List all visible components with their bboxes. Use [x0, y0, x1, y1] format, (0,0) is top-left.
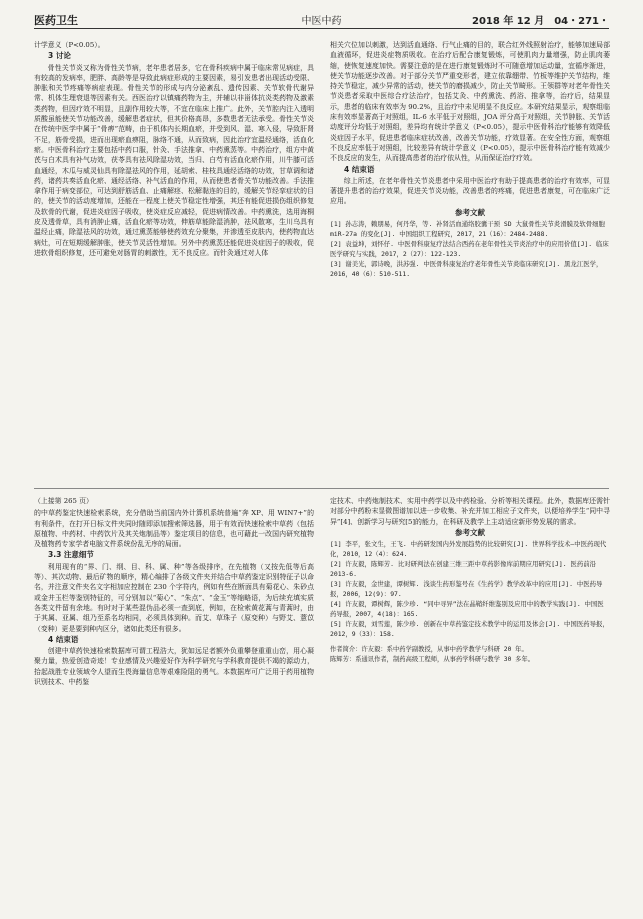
- article-paragraph: 的中草药鉴定快速检索系统，充分借助当前国内外计算机系统普遍“奔 XP、用 WIN7+”的有利条件，在打开日标文件夹同时随即添加搜索筛选器，用于有效而快速检索中草药（包括原植物、中药材、中药饮片及其关炮制品等）鉴定项目的信息，也可藉此一改国内研究植物及植物药专家学者电脑文件系统份乱无序的局面。: [34, 509, 314, 549]
- conclusion-paragraph: 综上所述，在老年骨性关节炎患者中采用中医治疗有助于提高患者的治疗有效率，可显著提升患者的治疗效果，促进关节炎功能，改善患者的疼痛，促进患者康复，可在临床广泛应用。: [330, 176, 610, 206]
- bottom-left-column: [34, 496, 314, 687]
- article-paragraph: 利用现有的“界、门、纲、目、科、属、种”等各级排序，在先植物（又按先低等后高等）、其次动物、最后矿物的顺序，精心编排了各级文件夹并结合中草药鉴定识别特征子以命名，并注意文件夹名文字相加应控制在 230 个字符内，例如有些在断面具有菊花心、朱砂点或金井玉栏等鉴别特征的，可分别加以“菊心”、“朱点”、“金玉”等缩略语，为后续充填实质各类文件留有余地。有时对于某些混伪品必须一查到底，例如，在检索黄花蒿与青蒿时，由于其属、亚属、组乃至系名均相同，必须具体到种。而艾、草珠子（原变种）与野艾、薏苡（变种）更是要到种内区分，诸如此类还有很多。: [34, 562, 314, 633]
- article-paragraph: 创建中草药快速检索数据库可谓工程浩大，犹如远足者额外负重攀登重重山峦，用心凝聚力量，热爱创造奇迹！专业感情及兴趣爱好作为科学研究与学科教育提供不竭的源动力，拾起战胜专业领域令人望而生畏海量信息等艰难险阻的勇气。本数据库可广泛用于药用植物识别技术、中药鉴: [34, 647, 314, 687]
- page-info: 2018 年 12 月 04・271・: [472, 16, 609, 27]
- reference-item: [3] 许友毅，金世建，谭树辉. 浅谈生药形鉴号在《生药学》教学改革中的应用[J]. 中医药导报，2006，12(9)：97.: [330, 580, 603, 599]
- section-heading: 4 结束语: [48, 634, 79, 644]
- reference-item: [4] 许友毅，谭树辉，陈少珍. “同中寻异”法在晶鞘纤维鉴别及应用中的教学实践[J]. 中国医药导报，2007，4(18)：165.: [330, 600, 604, 619]
- bio-line: 陈辉芳：系通讯作者，制药高级工程师，从事药学科研与教学 30 多年。: [330, 656, 535, 664]
- author-bio: [330, 645, 610, 665]
- article-divider: [34, 488, 609, 489]
- section-name: 中医中药: [301, 16, 342, 27]
- references-heading: 参考文献: [455, 207, 485, 217]
- section-heading: 3.3 注意细节: [48, 550, 94, 560]
- continuation-note: （上接第 265 页）: [34, 497, 93, 505]
- references-heading: 参考文献: [455, 527, 485, 537]
- reference-item: [3] 谢美光，郭诗晚，洪苏强. 中医骨科康复治疗老年骨性关节炎临床研究[J]. 黑龙江医学，2016，40（6）：510-511.: [330, 260, 603, 279]
- bio-line: 作者简介：许友毅：系中药学副教授，从事中药学教学与科研 20 年。: [330, 646, 528, 654]
- lead-text: 计学意义（P<0.05）。: [34, 41, 105, 49]
- top-right-column: [330, 40, 610, 279]
- reference-item: [1] 孙志涛，赖朋易，何丹华，等. 补肾活血通络胶囊干预 SD 大鼠骨性关节炎滑膜及软骨细胞 miR-27a 的变化[J]. 中国组织工程研究，2017，21（16）：2484-2488.: [330, 220, 605, 239]
- journal-name: 医药卫生: [34, 14, 78, 27]
- reference-item: [2] 袁益坤，刘怀仔. 中医骨科康复疗法结合西药在老年骨性关节炎治疗中的应用价值[J]. 临床医学研究与实践，2017，2（27）：122-123.: [330, 240, 609, 259]
- discussion-continued: 相关穴位加以刺激，达到活血通络、行气止痛的目的，联合红外线照射治疗，能够加速局部血液循环，促进炎症物质吸收。在治疗后配合康复锻炼，可使肌肉力量增强，防止肌肉萎缩，使恢复速度加快。需要注意的是在进行康复锻炼时不可随意增加运动量，宜循序渐进，使关节功能逐步改善。对于部分关节严重变形者，建立依靠绷带、竹板等维护关节结构，维持关节稳定，减少异常的活动，使关节的磨损减少，防止关节畸形。王领群等对老年骨性关节炎患者采取中医综合疗法治疗，包括艾灸、中药熏洗、药浴、推拿等，治疗后，结果显示，患者的临床有效率为 90.2%，且治疗中未见明显不良反应。本研究结果显示，观察组临床有效率显著高于对照组，IL-6 水平低于对照组，JOA 评分高于对照组，关节肿胀、关节活动度评分均低于对照组，差异均有统计学意义（P<0.05），提示中医骨科治疗能够有效降低炎症因子水平，促进患者临床症状改善，改善关节功能，疗效显著。在安全性方面，观察组不良反应率低于对照组，比较差异有统计学意义（P<0.05），提示中医骨科治疗能有效减少不良反应的发生，从而提高患者的治疗依从性，从而保证治疗疗效。: [330, 41, 610, 163]
- page-header: [34, 10, 609, 29]
- conclusion-heading: 4 结束语: [344, 164, 375, 174]
- top-left-column: [34, 40, 314, 258]
- reference-item: [2] 许友毅，陈辉芳. 比对研判法在创建三维三距中草药影像库前期应用研究[J]. 医药前沿 2013-6.: [330, 560, 596, 579]
- article-paragraph: 定技术、中药炮制技术、实用中药学以及中药检验、分析等相关课程。此外，数据库还需针对部分中药粉末显微图谱加以进一步收集、补充并加工相应子文件夹，以便培养学生“同中寻异”[4]、创新学习与研究[5]的能力，在科研及教学上主动适应新形势发展的需求。: [330, 497, 610, 526]
- bottom-right-column: [330, 496, 610, 665]
- discussion-paragraph: 骨性关节炎又称为骨性关节病，老年患者居多，它在骨科疾病中属于临床常见病症，具有较高的发病率，肥胖、高龄等是导致此病症形成的主要因素，易引发患者出现活动受限、肿胀和关节疼痛等病症表现。骨性关节的形成与内分泌紊乱、遗传因素、关节软骨代谢异常、机体生理衰退等因素有关。西医治疗以镇痛药物为主，并辅以非甾体抗炎类药物及激素类药物，但因疗效不明显，且副作用较大等，不宜在临床上推广。此外，关节腔内注入透明质酸虽能使关节功能改善，缓解患者症状，但其价格高昂，多数患者无法承受。骨性关节炎在传统中医学中属于“骨痹”范畴，由于机体内长期血瘀，并受到风、湿、寒入侵，导致肝肾不足，筋骨受损，进而出现瘀血痹阻，脉络不通，从而致病，因此治疗宜温经通络，活血化瘀。中医骨科治疗主要包括中药口服，针灸、手法推拿、中药熏蒸等。中药治疗，组方中黄芪与白术具有补气功效，茯苓具有祛风除湿功效，当归、白芍有活血化瘀作用，川牛膝可活血通经，木瓜与威灵仙具有除湿祛风的作用，延胡索、桂枝具通经活络的功效，甘草调和诸药，诸药共奏活血化瘀、通经活络、补气活血的作用，从而使患者骨关节功能改善。手法推拿作用于病变部位，可达到舒筋活血、止痛解痉、松解黏连的目的，缓解关节经挛症状的目的，使关节的活动度增加，还能在一程度上使关节稳定性增强，其还有能促进损伤组织修复及软骨的代谢，促进炎症因子吸收，使炎症反应减轻，促进病情改善。中药熏洗，选用海桐皮及透骨草，具有消肿止痛，活血化瘀等功效，伸筋草能除湿消肿，祛风散寒，生川乌具有温经止痛，除湿祛风的功效，通过熏蒸能够使药效充分聚集，并渗透至皮肤内，使药物直达病灶，可在短期缓解肿胀，使关节灵活性增加。另外中药熏蒸还能促进炎症因子的吸收，促进软骨组织修复，还可避免对肠胃的刺激性，无不良反应。而针灸通过对人体: [34, 63, 314, 257]
- reference-item: [1] 李平，张文生，王飞. 中药研发国内外发展趋势的比较研究[J]. 世界科学技术—中医药现代化，2010，12（4）：624.: [330, 540, 607, 559]
- discussion-heading: 3 讨论: [48, 51, 71, 61]
- reference-item: [5] 许友毅，刘雪莲，陈少珍. 创新在中草药鉴定技术教学中的运用及体会[J]. 中国医药导报，2012，9（33）：158.: [330, 620, 609, 639]
- reference-list: [330, 539, 610, 639]
- reference-list: [330, 219, 610, 279]
